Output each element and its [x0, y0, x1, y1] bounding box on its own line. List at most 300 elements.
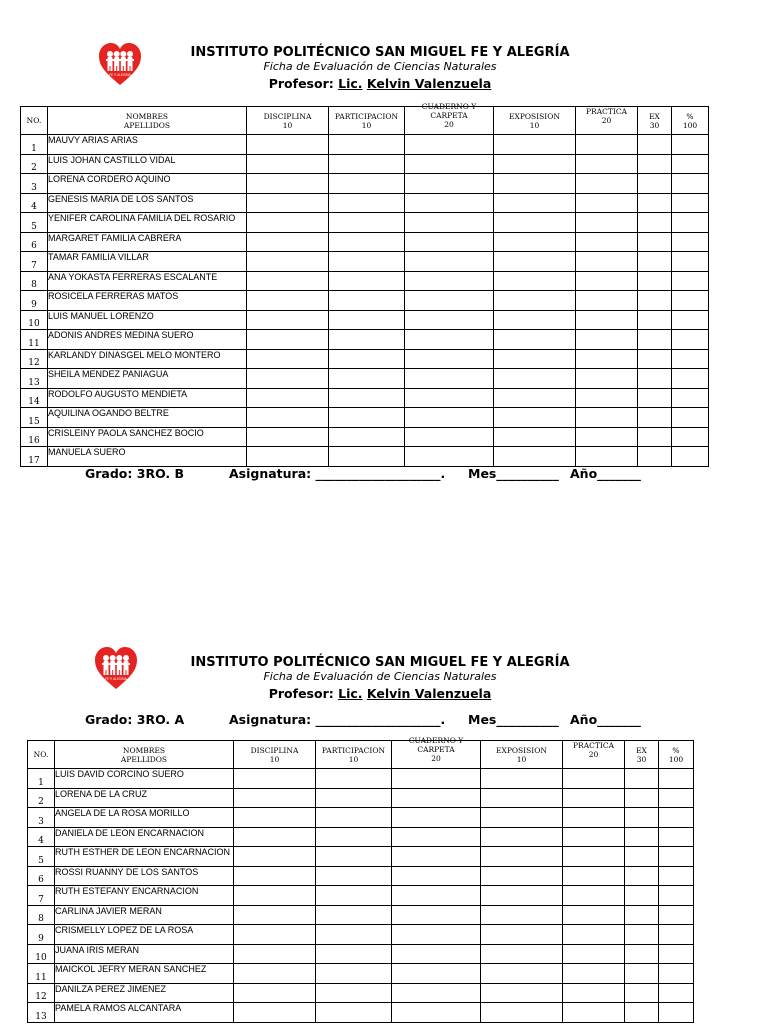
grade-cell-practica[interactable] [563, 925, 625, 945]
grade-cell-cuaderno[interactable] [405, 291, 494, 311]
grade-cell-exposicion[interactable] [494, 154, 576, 174]
grade-cell-participacion[interactable] [329, 135, 405, 155]
grade-cell-cuaderno[interactable] [392, 925, 481, 945]
student-name: LORENA DE LA CRUZ [55, 788, 234, 808]
month-field[interactable]: Mes__________ [468, 712, 559, 727]
grade-cell-practica[interactable] [563, 1003, 625, 1023]
grade-cell-participacion[interactable] [316, 983, 392, 1003]
grade-cell-participacion[interactable] [329, 427, 405, 447]
grade-cell-ex[interactable] [638, 369, 672, 389]
grade-cell-disciplina[interactable] [247, 271, 329, 291]
grade-cell-exposicion[interactable] [481, 808, 563, 828]
grade-cell-participacion[interactable] [316, 1003, 392, 1023]
grade-cell-percent[interactable] [672, 369, 709, 389]
student-name: RUTH ESTHER DE LEON ENCARNACION [55, 847, 234, 867]
row-number: 3 [28, 808, 55, 828]
student-name: MAICKOL JEFRY MERAN SANCHEZ [55, 964, 234, 984]
grade-cell-participacion[interactable] [316, 788, 392, 808]
fe-y-alegria-heart-logo-icon [97, 42, 143, 88]
student-name: TAMAR FAMILIA VILLAR [48, 252, 247, 272]
grade-cell-cuaderno[interactable] [405, 388, 494, 408]
grade-cell-percent[interactable] [672, 349, 709, 369]
grade-cell-ex[interactable] [625, 808, 659, 828]
grade-cell-percent[interactable] [659, 886, 694, 906]
grade-cell-exposicion[interactable] [481, 769, 563, 789]
grade-label: Grado: 3RO. A [85, 712, 185, 727]
grade-cell-percent[interactable] [659, 905, 694, 925]
grade-cell-exposicion[interactable] [481, 847, 563, 867]
row-number: 9 [21, 291, 48, 311]
student-name: LUIS JOHAN CASTILLO VIDAL [48, 154, 247, 174]
grade-cell-participacion[interactable] [329, 369, 405, 389]
grade-cell-participacion[interactable] [329, 447, 405, 467]
grade-cell-percent[interactable] [672, 291, 709, 311]
grade-cell-cuaderno[interactable] [405, 252, 494, 272]
table-row [28, 905, 694, 925]
grade-cell-percent[interactable] [672, 271, 709, 291]
grade-cell-percent[interactable] [672, 174, 709, 194]
grade-cell-ex[interactable] [638, 154, 672, 174]
student-name: MARGARET FAMILIA CABRERA [48, 232, 247, 252]
grade-cell-exposicion[interactable] [494, 232, 576, 252]
grade-cell-percent[interactable] [672, 310, 709, 330]
grade-cell-participacion[interactable] [316, 944, 392, 964]
row-number: 8 [28, 905, 55, 925]
grade-cell-exposicion[interactable] [494, 213, 576, 233]
grade-cell-ex[interactable] [638, 174, 672, 194]
grade-cell-percent[interactable] [672, 213, 709, 233]
row-number: 4 [28, 827, 55, 847]
form-subtitle: Ficha de Evaluación de Ciencias Naturales [263, 60, 497, 73]
grade-cell-participacion[interactable] [316, 964, 392, 984]
row-number: 9 [28, 925, 55, 945]
grade-cell-practica[interactable] [576, 388, 638, 408]
grade-cell-ex[interactable] [625, 886, 659, 906]
grade-cell-participacion[interactable] [316, 827, 392, 847]
row-number: 17 [21, 447, 48, 467]
grade-cell-disciplina[interactable] [247, 408, 329, 428]
grade-cell-percent[interactable] [672, 154, 709, 174]
grade-cell-practica[interactable] [576, 369, 638, 389]
grade-cell-ex[interactable] [625, 769, 659, 789]
grade-cell-exposicion[interactable] [494, 271, 576, 291]
grade-cell-disciplina[interactable] [234, 827, 316, 847]
grade-cell-practica[interactable] [576, 154, 638, 174]
grade-cell-cuaderno[interactable] [392, 847, 481, 867]
student-name: CRISLEINY PAOLA SANCHEZ BOCIO [48, 427, 247, 447]
grade-cell-exposicion[interactable] [494, 135, 576, 155]
grade-cell-exposicion[interactable] [494, 427, 576, 447]
table-row [21, 310, 709, 330]
table-header-row [28, 741, 694, 769]
grade-cell-practica[interactable] [576, 330, 638, 350]
grade-cell-exposicion[interactable] [481, 788, 563, 808]
row-number: 2 [21, 154, 48, 174]
grade-cell-cuaderno[interactable] [405, 154, 494, 174]
grade-cell-exposicion[interactable] [494, 291, 576, 311]
grade-cell-disciplina[interactable] [234, 769, 316, 789]
table-row [28, 788, 694, 808]
grade-cell-percent[interactable] [672, 232, 709, 252]
grade-cell-participacion[interactable] [316, 886, 392, 906]
student-name: CARLINA JAVIER MERAN [55, 905, 234, 925]
grade-cell-participacion[interactable] [329, 213, 405, 233]
grade-cell-exposicion[interactable] [481, 905, 563, 925]
grade-cell-cuaderno[interactable] [392, 983, 481, 1003]
col-names: NOMBRES APELLIDOS [48, 107, 247, 135]
subject-field[interactable]: Asignatura: ____________________. [229, 466, 446, 481]
student-name: GENESIS MARIA DE LOS SANTOS [48, 193, 247, 213]
grade-cell-exposicion[interactable] [494, 349, 576, 369]
grade-cell-practica[interactable] [563, 964, 625, 984]
grade-cell-disciplina[interactable] [234, 905, 316, 925]
table-row [28, 944, 694, 964]
grade-cell-ex[interactable] [625, 964, 659, 984]
col-exposicion: EXPOSISION 10 [481, 741, 563, 769]
grade-cell-disciplina[interactable] [247, 388, 329, 408]
grade-cell-practica[interactable] [576, 213, 638, 233]
evaluation-table [20, 102, 709, 467]
grade-cell-cuaderno[interactable] [405, 369, 494, 389]
grade-cell-participacion[interactable] [329, 330, 405, 350]
table-row [21, 174, 709, 194]
grade-cell-ex[interactable] [625, 983, 659, 1003]
month-field[interactable]: Mes__________ [468, 466, 559, 481]
grade-cell-disciplina[interactable] [234, 886, 316, 906]
grade-cell-exposicion[interactable] [494, 388, 576, 408]
col-no: NO. [21, 107, 48, 135]
table-row [28, 769, 694, 789]
grade-cell-percent[interactable] [659, 788, 694, 808]
grade-cell-cuaderno[interactable] [405, 232, 494, 252]
grade-cell-ex[interactable] [638, 447, 672, 467]
grade-cell-cuaderno[interactable] [405, 213, 494, 233]
grade-cell-disciplina[interactable] [247, 349, 329, 369]
row-number: 13 [21, 369, 48, 389]
row-number: 6 [21, 232, 48, 252]
grade-cell-cuaderno[interactable] [392, 769, 481, 789]
grade-cell-percent[interactable] [659, 925, 694, 945]
grade-cell-participacion[interactable] [329, 408, 405, 428]
grade-cell-exposicion[interactable] [494, 252, 576, 272]
grade-cell-percent[interactable] [659, 1003, 694, 1023]
row-number: 12 [28, 983, 55, 1003]
col-disciplina: DISCIPLINA 10 [234, 741, 316, 769]
grade-cell-disciplina[interactable] [234, 847, 316, 867]
grade-cell-practica[interactable] [576, 271, 638, 291]
table-row [28, 847, 694, 867]
grade-cell-participacion[interactable] [316, 925, 392, 945]
grade-cell-ex[interactable] [625, 827, 659, 847]
grade-cell-exposicion[interactable] [481, 866, 563, 886]
grade-cell-ex[interactable] [625, 866, 659, 886]
grade-cell-exposicion[interactable] [481, 983, 563, 1003]
grade-cell-ex[interactable] [625, 1003, 659, 1023]
grade-cell-practica[interactable] [563, 983, 625, 1003]
grade-cell-cuaderno[interactable] [405, 271, 494, 291]
grade-cell-ex[interactable] [638, 310, 672, 330]
grade-cell-cuaderno[interactable] [392, 808, 481, 828]
grade-cell-cuaderno[interactable] [405, 310, 494, 330]
grade-cell-disciplina[interactable] [247, 135, 329, 155]
grade-cell-exposicion[interactable] [494, 330, 576, 350]
grade-cell-practica[interactable] [576, 427, 638, 447]
row-number: 12 [21, 349, 48, 369]
table-row [28, 886, 694, 906]
grade-cell-practica[interactable] [563, 905, 625, 925]
grade-cell-cuaderno[interactable] [405, 174, 494, 194]
grade-cell-cuaderno[interactable] [392, 827, 481, 847]
student-name: MANUELA SUERO [48, 447, 247, 467]
grade-cell-ex[interactable] [625, 944, 659, 964]
grade-cell-ex[interactable] [638, 427, 672, 447]
grade-cell-cuaderno[interactable] [392, 944, 481, 964]
grade-cell-cuaderno[interactable] [405, 330, 494, 350]
grade-cell-disciplina[interactable] [234, 983, 316, 1003]
grade-cell-disciplina[interactable] [234, 964, 316, 984]
table-row [21, 154, 709, 174]
grade-cell-ex[interactable] [638, 291, 672, 311]
table-row [28, 983, 694, 1003]
grade-cell-practica[interactable] [563, 769, 625, 789]
grade-cell-cuaderno[interactable] [392, 905, 481, 925]
grade-cell-participacion[interactable] [316, 905, 392, 925]
grade-cell-percent[interactable] [672, 330, 709, 350]
grade-cell-exposicion[interactable] [494, 408, 576, 428]
grade-cell-disciplina[interactable] [234, 808, 316, 828]
grade-cell-percent[interactable] [672, 408, 709, 428]
grade-cell-cuaderno[interactable] [392, 886, 481, 906]
grade-cell-practica[interactable] [576, 408, 638, 428]
grade-cell-participacion[interactable] [329, 349, 405, 369]
student-name: KARLANDY DINASGEL MELO MONTERO [48, 349, 247, 369]
grade-cell-practica[interactable] [563, 866, 625, 886]
grade-line [85, 466, 685, 484]
grade-cell-cuaderno[interactable] [392, 788, 481, 808]
grade-cell-participacion[interactable] [329, 271, 405, 291]
student-name: RUTH ESTEFANY ENCARNACION [55, 886, 234, 906]
table-row [21, 291, 709, 311]
grade-cell-participacion[interactable] [329, 310, 405, 330]
grade-cell-percent[interactable] [672, 193, 709, 213]
grade-cell-exposicion[interactable] [481, 964, 563, 984]
student-name: RODOLFO AUGUSTO MENDIETA [48, 388, 247, 408]
grade-cell-cuaderno[interactable] [405, 447, 494, 467]
row-number: 4 [21, 193, 48, 213]
grade-cell-cuaderno[interactable] [405, 408, 494, 428]
grade-cell-disciplina[interactable] [234, 925, 316, 945]
grade-line [85, 712, 685, 730]
row-number: 3 [21, 174, 48, 194]
grade-cell-exposicion[interactable] [481, 1003, 563, 1023]
col-ex: EX 30 [638, 107, 672, 135]
grade-cell-disciplina[interactable] [247, 330, 329, 350]
year-field[interactable]: Año_______ [570, 712, 641, 727]
grade-cell-cuaderno[interactable] [405, 349, 494, 369]
grade-cell-ex[interactable] [638, 349, 672, 369]
table-row [28, 827, 694, 847]
grade-cell-practica[interactable] [576, 193, 638, 213]
student-name: PAMELA RAMOS ALCANTARA [55, 1003, 234, 1023]
teacher-name: Kelvin Valenzuela [366, 686, 492, 701]
grade-cell-participacion[interactable] [316, 808, 392, 828]
grade-cell-participacion[interactable] [329, 193, 405, 213]
grade-cell-disciplina[interactable] [247, 193, 329, 213]
grade-cell-practica[interactable] [576, 232, 638, 252]
grade-cell-ex[interactable] [638, 135, 672, 155]
grade-cell-disciplina[interactable] [247, 447, 329, 467]
grade-cell-exposicion[interactable] [494, 310, 576, 330]
grade-cell-participacion[interactable] [329, 232, 405, 252]
grade-cell-practica[interactable] [563, 847, 625, 867]
grade-cell-disciplina[interactable] [234, 944, 316, 964]
row-number: 2 [28, 788, 55, 808]
table-row [21, 135, 709, 155]
col-participacion: PARTICIPACION 10 [329, 107, 405, 135]
logo-caption: FE Y ALEGRIA [109, 73, 131, 77]
col-disciplina: DISCIPLINA 10 [247, 107, 329, 135]
student-name: JUANA IRIS MERAN [55, 944, 234, 964]
form-header [140, 655, 620, 702]
grade-cell-disciplina[interactable] [247, 232, 329, 252]
grade-cell-disciplina[interactable] [234, 788, 316, 808]
grade-cell-practica[interactable] [563, 788, 625, 808]
grade-cell-percent[interactable] [659, 827, 694, 847]
grade-cell-percent[interactable] [659, 769, 694, 789]
grade-cell-percent[interactable] [659, 866, 694, 886]
grade-cell-disciplina[interactable] [247, 252, 329, 272]
grade-cell-participacion[interactable] [316, 769, 392, 789]
grade-cell-participacion[interactable] [329, 291, 405, 311]
grade-cell-cuaderno[interactable] [392, 866, 481, 886]
grade-cell-ex[interactable] [638, 271, 672, 291]
student-name: DANILZA PEREZ JIMENEZ [55, 983, 234, 1003]
grade-cell-ex[interactable] [638, 232, 672, 252]
grade-cell-ex[interactable] [638, 388, 672, 408]
student-name: LUIS DAVID CORCINO SUERO [55, 769, 234, 789]
grade-cell-disciplina[interactable] [247, 427, 329, 447]
grade-cell-ex[interactable] [638, 330, 672, 350]
grade-cell-percent[interactable] [659, 847, 694, 867]
row-number: 10 [21, 310, 48, 330]
grade-cell-disciplina[interactable] [234, 866, 316, 886]
table-row [21, 271, 709, 291]
grade-cell-participacion[interactable] [316, 866, 392, 886]
grade-cell-ex[interactable] [625, 847, 659, 867]
grade-cell-practica[interactable] [563, 808, 625, 828]
grade-cell-ex[interactable] [638, 213, 672, 233]
grade-cell-cuaderno[interactable] [405, 135, 494, 155]
grade-cell-exposicion[interactable] [481, 827, 563, 847]
grade-cell-exposicion[interactable] [494, 174, 576, 194]
grade-cell-practica[interactable] [576, 447, 638, 467]
grade-cell-practica[interactable] [563, 827, 625, 847]
grade-cell-disciplina[interactable] [247, 291, 329, 311]
row-number: 15 [21, 408, 48, 428]
grade-cell-disciplina[interactable] [247, 369, 329, 389]
grade-cell-percent[interactable] [672, 447, 709, 467]
grade-cell-ex[interactable] [625, 788, 659, 808]
grade-cell-participacion[interactable] [329, 388, 405, 408]
grade-cell-participacion[interactable] [329, 154, 405, 174]
grade-cell-cuaderno[interactable] [392, 964, 481, 984]
grade-cell-practica[interactable] [576, 174, 638, 194]
grade-cell-ex[interactable] [625, 925, 659, 945]
table-row [21, 330, 709, 350]
col-names: NOMBRES APELLIDOS [55, 741, 234, 769]
row-number: 1 [21, 135, 48, 155]
col-ex: EX 30 [625, 741, 659, 769]
grade-cell-percent[interactable] [659, 808, 694, 828]
grade-cell-exposicion[interactable] [481, 886, 563, 906]
table-row [28, 925, 694, 945]
grade-cell-exposicion[interactable] [481, 925, 563, 945]
grade-cell-exposicion[interactable] [494, 447, 576, 467]
grade-cell-exposicion[interactable] [494, 193, 576, 213]
grade-cell-percent[interactable] [672, 135, 709, 155]
grade-cell-cuaderno[interactable] [405, 427, 494, 447]
grade-cell-practica[interactable] [576, 135, 638, 155]
student-name: CRISMELLY LOPEZ DE LA ROSA [55, 925, 234, 945]
teacher-name: Kelvin Valenzuela [366, 76, 492, 91]
year-field[interactable]: Año_______ [570, 466, 641, 481]
grade-cell-percent[interactable] [672, 427, 709, 447]
row-number: 10 [28, 944, 55, 964]
grade-cell-cuaderno[interactable] [405, 193, 494, 213]
form-header [140, 45, 620, 92]
col-exposicion: EXPOSISION 10 [494, 107, 576, 135]
grade-cell-practica[interactable] [576, 310, 638, 330]
student-rows [21, 135, 709, 467]
grade-cell-ex[interactable] [638, 252, 672, 272]
grade-cell-exposicion[interactable] [494, 369, 576, 389]
student-rows [28, 769, 694, 1023]
grade-cell-percent[interactable] [659, 944, 694, 964]
grade-cell-ex[interactable] [638, 408, 672, 428]
logo-caption: FE Y ALEGRIA [105, 677, 127, 681]
grade-cell-participacion[interactable] [329, 252, 405, 272]
grade-cell-percent[interactable] [672, 252, 709, 272]
grade-cell-disciplina[interactable] [247, 154, 329, 174]
grade-cell-disciplina[interactable] [247, 213, 329, 233]
grade-cell-exposicion[interactable] [481, 944, 563, 964]
grade-cell-practica[interactable] [576, 252, 638, 272]
grade-cell-participacion[interactable] [329, 174, 405, 194]
table-row [21, 408, 709, 428]
grade-cell-participacion[interactable] [316, 847, 392, 867]
grade-cell-practica[interactable] [563, 886, 625, 906]
subject-field[interactable]: Asignatura: ____________________. [229, 712, 446, 727]
form-subtitle: Ficha de Evaluación de Ciencias Naturales [263, 670, 497, 683]
grade-cell-practica[interactable] [563, 944, 625, 964]
grade-cell-disciplina[interactable] [234, 1003, 316, 1023]
grade-cell-disciplina[interactable] [247, 174, 329, 194]
grade-cell-disciplina[interactable] [247, 310, 329, 330]
row-number: 16 [21, 427, 48, 447]
grade-cell-percent[interactable] [659, 964, 694, 984]
teacher-title: Lic. [338, 76, 363, 91]
row-number: 14 [21, 388, 48, 408]
grade-cell-practica[interactable] [576, 349, 638, 369]
grade-cell-cuaderno[interactable] [392, 1003, 481, 1023]
grade-cell-practica[interactable] [576, 291, 638, 311]
grade-cell-percent[interactable] [659, 983, 694, 1003]
row-number: 6 [28, 866, 55, 886]
grade-cell-ex[interactable] [625, 905, 659, 925]
row-number: 13 [28, 1003, 55, 1023]
grade-cell-ex[interactable] [638, 193, 672, 213]
grade-cell-percent[interactable] [672, 388, 709, 408]
